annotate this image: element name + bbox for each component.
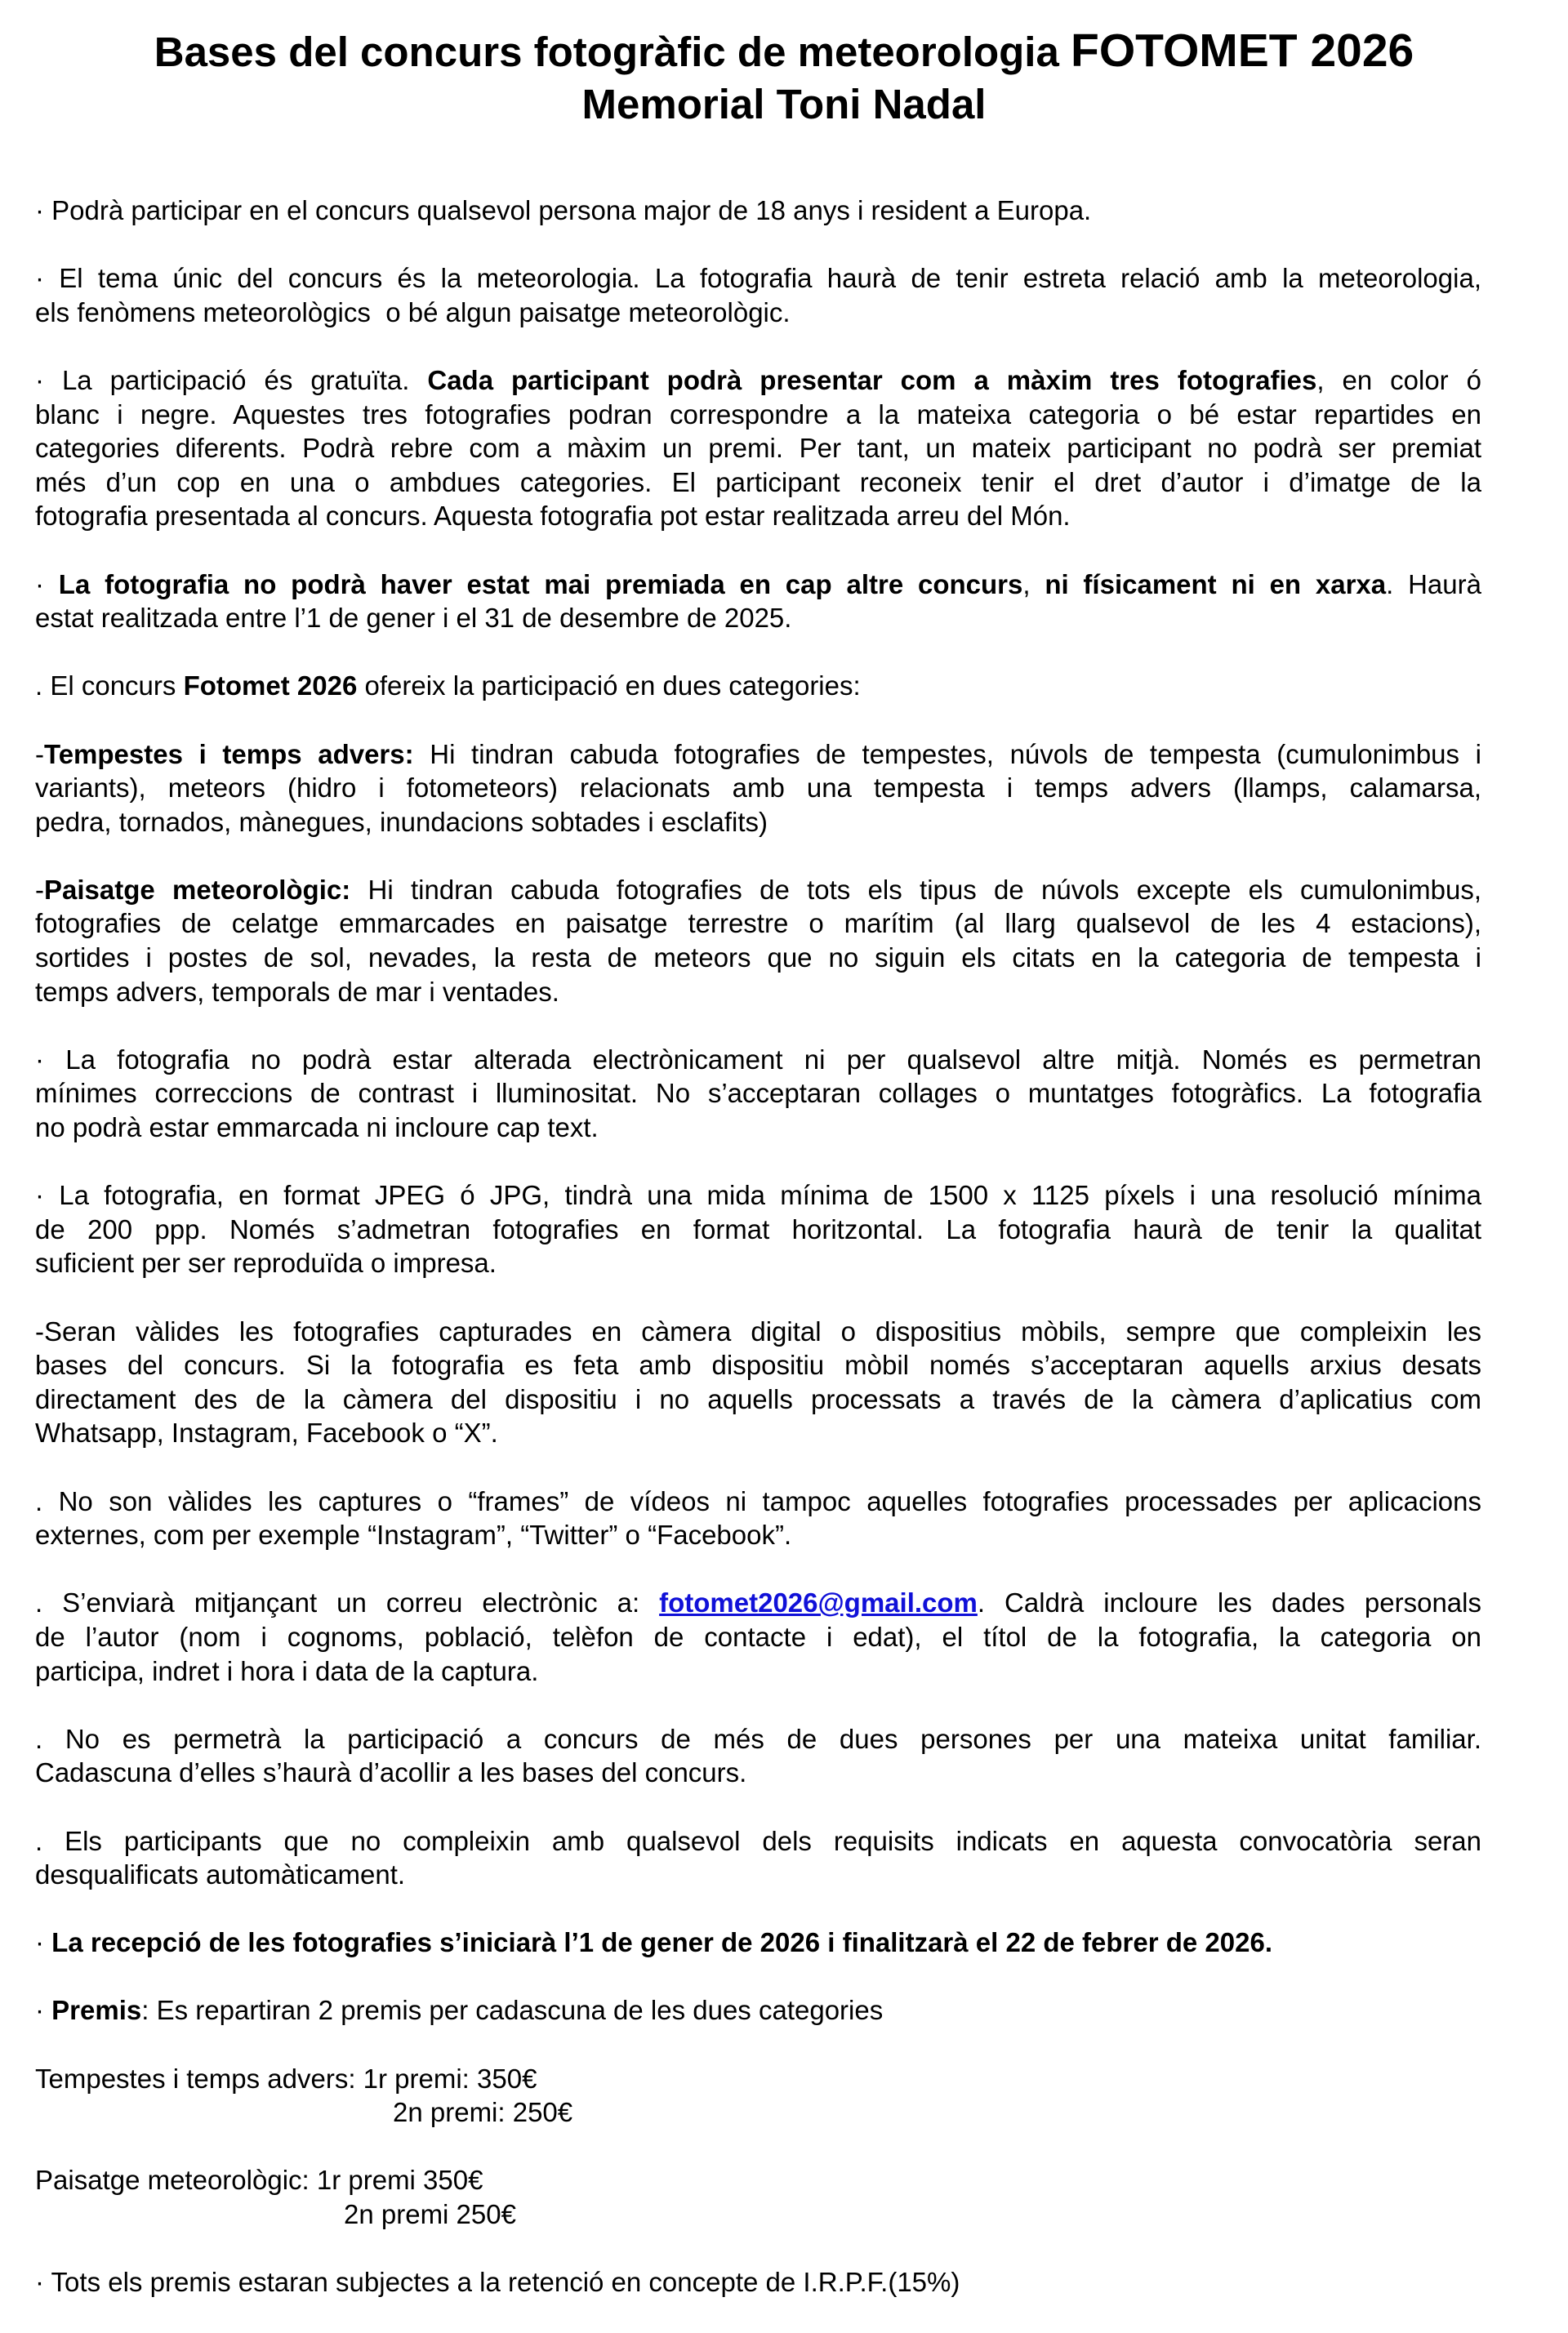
text-line [35, 1213, 1481, 1247]
text-line [35, 1722, 1481, 1756]
text-line [35, 1926, 1481, 1960]
bold-text: La fotografia no podrà haver estat mai premiada en cap altre concurs [58, 568, 1023, 599]
text-line [35, 465, 1481, 500]
text-run: els fenòmens meteorològics o bé algun paisatge meteorològic. [35, 296, 791, 327]
text-line [35, 601, 1481, 635]
paragraph-no-frames [35, 1485, 1481, 1552]
tax-note [35, 2265, 1481, 2300]
text-run: : Es repartiran 2 premis per cadascuna de les dues categories [141, 1995, 884, 2026]
paragraph-eligibility [35, 194, 1481, 228]
tax-note-text: · Tots els premis estaran subjectes a la retenció en concepte de I.R.P.F.(15%) [35, 2267, 960, 2298]
text-line [35, 194, 1481, 228]
document-body [35, 194, 1481, 2333]
text-line [35, 1654, 1481, 1689]
text-run: blanc i negre. Aquestes tres fotografies podran correspondre a la mateixa categoria o bé estar repartides en [35, 398, 1481, 430]
text-run: ofereix la participació en dues categories: [357, 670, 861, 701]
text-line [35, 1416, 1481, 1450]
text-run: . No son vàlides les captures o “frames” de vídeos ni tampoc aquelles fotografies processades per aplicacions [35, 1485, 1481, 1516]
text-run: - [35, 738, 44, 769]
paragraph-format [35, 1178, 1481, 1280]
text-line [35, 1824, 1481, 1859]
text-line [35, 363, 1481, 398]
bold-text: La recepció de les fotografies s’iniciarà l’1 de gener de 2026 i finalitzarà el 22 de febrer de 2026. [51, 1927, 1273, 1958]
text-run: Whatsapp, Instagram, Facebook o “X”. [35, 1418, 498, 1449]
bold-text: Paisatge meteorològic: [44, 874, 351, 905]
text-run: · La participació és gratuïta. [35, 364, 428, 395]
text-run: desqualificats automàticament. [35, 1859, 406, 1890]
prize-first: 1r premi: 350€ [363, 2063, 537, 2094]
text-run: -Seran vàlides les fotografies capturades en càmera digital o dispositius mòbils, sempre que compleixin les [35, 1316, 1481, 1347]
prize-first: 1r premi 350€ [316, 2165, 483, 2196]
text-run: . El concurs [35, 670, 184, 701]
text-run: - [35, 874, 44, 905]
text-run: de l’autor (nom i cognoms, població, telèfon de contacte i edat), el títol de la fotografia, la categoria on [35, 1621, 1481, 1652]
prize-category-label: Paisatge meteorològic: [35, 2165, 317, 2196]
text-run: fotografia presentada al concurs. Aquesta fotografia pot estar realitzada arreu del Món. [35, 501, 1071, 532]
text-line [35, 568, 1481, 602]
text-line [35, 1246, 1481, 1280]
text-line [35, 1993, 1481, 2028]
text-run: estat realitzada entre l’1 de gener i el 31 de desembre de 2025. [35, 603, 792, 634]
text-line [35, 1756, 1481, 1790]
paragraph-prizes-intro [35, 1993, 1481, 2028]
text-line [35, 1111, 1481, 1145]
text-run: temps advers, temporals de mar i ventades. [35, 976, 559, 1007]
text-line [35, 1315, 1481, 1349]
paragraph-submission [35, 1586, 1481, 1688]
text-run: · El tema únic del concurs és la meteorologia. La fotografia haurà de tenir estreta relació amb la meteorologia, [35, 263, 1481, 294]
text-run: directament des de la càmera del dispositiu i no aquells processats a través de la càmera d’aplicatius com [35, 1383, 1481, 1414]
text-line [35, 906, 1481, 941]
prize-first-row [35, 2062, 1481, 2096]
bold-text: Cada participant podrà presentar com a màxim tres fotografies [427, 364, 1317, 395]
prize-category-label: Tempestes i temps advers: [35, 2063, 363, 2094]
paragraph-dates [35, 1926, 1481, 1960]
prize-category-storms [35, 2062, 1481, 2130]
text-run: · La fotografia no podrà estar alterada electrònicament ni per qualsevol altre mitjà. Només es permetran [35, 1044, 1481, 1075]
text-run: sortides i postes de sol, nevades, la resta de meteors que no siguin els citats en la categoria de tempesta i [35, 942, 1481, 973]
text-line [35, 941, 1481, 975]
text-run: · Podrà participar en el concurs qualsevol persona major de 18 anys i resident a Europa. [35, 195, 1092, 225]
title-highlight: FOTOMET 2026 [1071, 24, 1414, 77]
text-run: . S’enviarà mitjançant un correu electrònic a: [35, 1587, 660, 1618]
text-run: de 200 ppp. Només s’admetran fotografies en format horitzontal. La fotografia haurà de tenir la qualitat [35, 1213, 1481, 1244]
text-line [35, 398, 1481, 432]
text-line [35, 296, 1481, 330]
text-line [35, 1348, 1481, 1382]
text-line [35, 261, 1481, 296]
text-line [35, 737, 1481, 772]
title-line-2: Memorial Toni Nadal [581, 81, 987, 127]
paragraph-participation [35, 363, 1481, 533]
text-run: Cadascuna d’elles s’haurà d’acollir a les bases del concurs. [35, 1757, 747, 1788]
document-title [0, 24, 1568, 131]
text-line [35, 1858, 1481, 1892]
text-line [35, 975, 1481, 1009]
paragraph-unawarded [35, 568, 1481, 635]
title-line-1 [0, 24, 1568, 78]
text-run: participa, indret i hora i data de la captura. [35, 1655, 539, 1686]
text-run: · [35, 1927, 52, 1958]
text-run: , [1022, 568, 1045, 599]
text-line [35, 771, 1481, 805]
text-line [35, 669, 1481, 703]
text-line [35, 1586, 1481, 1620]
text-line [35, 1382, 1481, 1417]
text-line [35, 805, 1481, 839]
prize-second: 2n premi: 250€ [393, 2097, 573, 2128]
paragraph-categories-intro [35, 669, 1481, 703]
paragraph-disqualification [35, 1824, 1481, 1892]
text-run: , en color ó [1316, 364, 1481, 395]
bold-text: Premis [51, 1995, 142, 2026]
bold-text: Fotomet 2026 [183, 670, 358, 701]
prize-category-landscape [35, 2163, 1481, 2231]
text-run: variants), meteors (hidro i fotometeors) relacionats amb una tempesta i temps advers (llamps, calamarsa, [35, 772, 1481, 804]
text-line [35, 873, 1481, 907]
text-run: Hi tindran cabuda fotografies de tots els tipus de núvols excepte els cumulonimbus, [350, 874, 1481, 905]
text-run: fotografies de celatge emmarcades en paisatge terrestre o marítim (al llarg qualsevol de les 4 estacions), [35, 908, 1481, 939]
text-run: . Els participants que no compleixin amb qualsevol dels requisits indicats en aquesta convocatòria seran [35, 1825, 1481, 1856]
text-run: · [35, 568, 59, 599]
prize-first-row [35, 2163, 1481, 2197]
text-line [35, 499, 1481, 533]
paragraph-family [35, 1722, 1481, 1790]
paragraph-category-landscape [35, 873, 1481, 1008]
bold-text: Tempestes i temps advers: [44, 738, 414, 769]
text-line [35, 1620, 1481, 1654]
text-run: bases del concurs. Si la fotografia es feta amb dispositiu mòbil només s’acceptaran aquells arxius desats [35, 1350, 1481, 1381]
text-run: categories diferents. Podrà rebre com a màxim un premi. Per tant, un mateix participant no podrà ser premiat [35, 433, 1481, 464]
text-run: . No es permetrà la participació a concurs de més de dues persones per una mateixa unitat familiar. [35, 1723, 1481, 1754]
text-run: Hi tindran cabuda fotografies de tempestes, núvols de tempesta (cumulonimbus i [413, 738, 1481, 769]
email-link[interactable]: fotomet2026@gmail.com [659, 1587, 978, 1618]
prize-second: 2n premi 250€ [344, 2199, 516, 2230]
text-line [35, 1043, 1481, 1077]
rules-list [35, 194, 1481, 2028]
text-run: pedra, tornados, mànegues, inundacions sobtades i esclafits) [35, 806, 768, 837]
text-line [35, 1518, 1481, 1552]
text-line [35, 1485, 1481, 1519]
text-line [35, 1178, 1481, 1213]
text-run: . Caldrà incloure les dades personals [977, 1587, 1481, 1618]
text-run: · [35, 1995, 52, 2026]
text-line [35, 431, 1481, 465]
text-line [35, 1076, 1481, 1111]
text-run: no podrà estar emmarcada ni incloure cap text. [35, 1112, 599, 1143]
text-run: externes, com per exemple “Instagram”, “Twitter” o “Facebook”. [35, 1520, 792, 1551]
text-run: . Haurà [1386, 568, 1481, 599]
text-run: suficient per ser reproduïda o impresa. [35, 1248, 497, 1279]
text-run: mínimes correccions de contrast i lluminositat. No s’acceptaran collages o muntatges fotogràfics. La fotografia [35, 1078, 1481, 1109]
bold-text: ni físicament ni en xarxa [1045, 568, 1387, 599]
text-run: més d’un cop en una o ambdues categories. El participant reconeix tenir el dret d’autor i d’imatge de la [35, 466, 1481, 497]
paragraph-devices [35, 1315, 1481, 1450]
paragraph-theme [35, 261, 1481, 329]
paragraph-category-storms [35, 737, 1481, 839]
title-prefix: Bases del concurs fotogràfic de meteorologia [154, 29, 1071, 75]
text-run: · La fotografia, en format JPEG ó JPG, tindrà una mida mínima de 1500 x 1125 píxels i una resolució mínima [35, 1180, 1481, 1211]
paragraph-no-alteration [35, 1043, 1481, 1145]
